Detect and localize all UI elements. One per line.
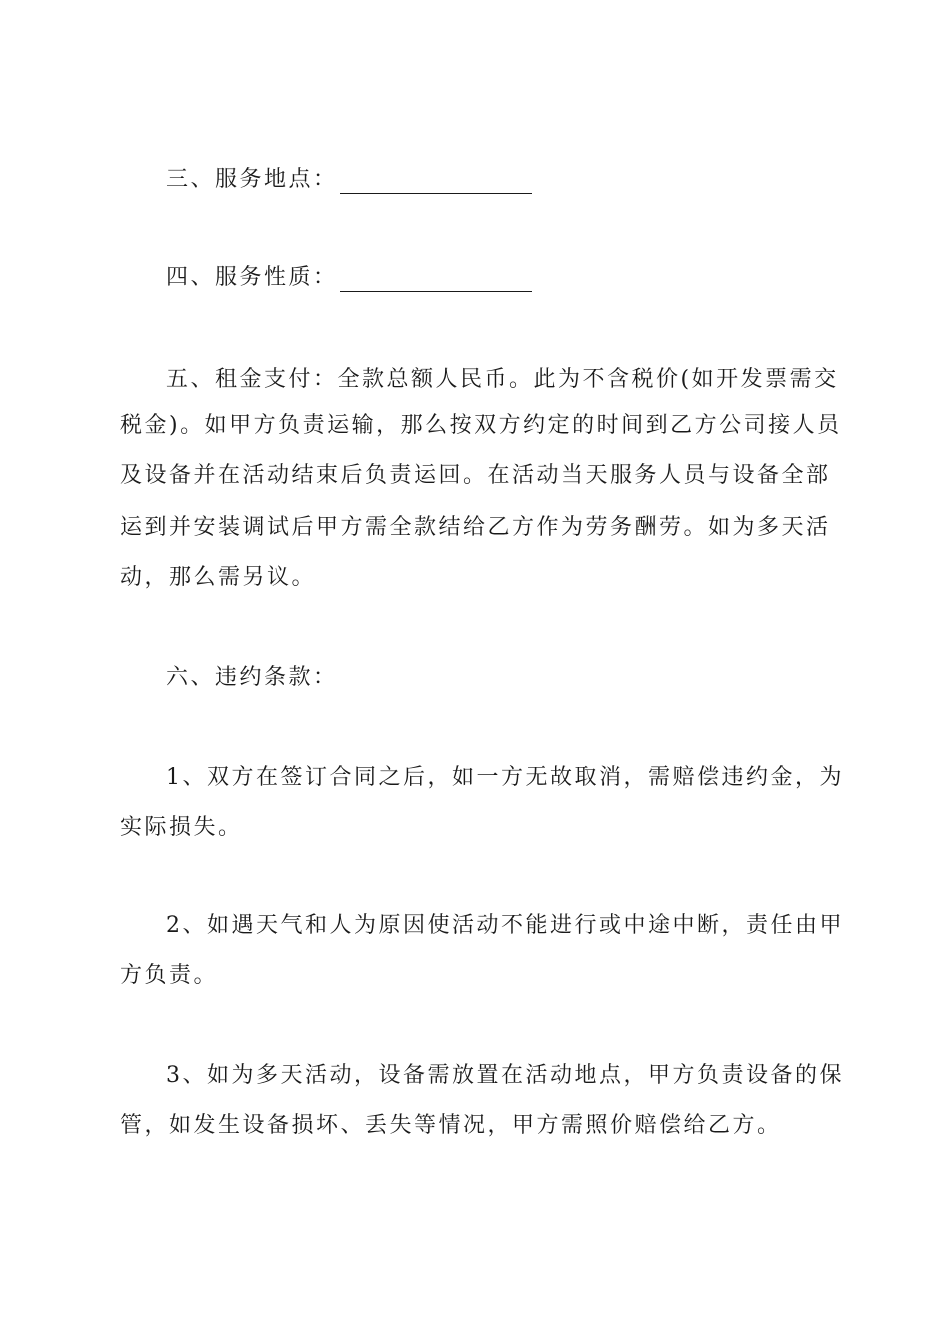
clause-3-line: 管，如发生设备损坏、丢失等情况，甲方需照价赔偿给乙方。: [120, 1113, 782, 1138]
payment-line: 及设备并在活动结束后负责运回。在活动当天服务人员与设备全部: [120, 463, 831, 488]
payment-line: 动，那么需另议。: [120, 565, 317, 590]
breach-heading: 六、违约条款：: [166, 665, 338, 690]
payment-line: 税金)。如甲方负责运输，那么按双方约定的时间到乙方公司接人员: [120, 413, 842, 438]
service-location-blank: [340, 171, 532, 194]
clause-2-line: 方负责。: [120, 963, 219, 988]
clause-1-line: 1、双方在签订合同之后，如一方无故取消，需赔偿违约金，为: [166, 765, 844, 790]
payment-line: 五、租金支付：全款总额人民币。此为不含税价(如开发票需交: [166, 367, 839, 392]
service-location-line: [166, 166, 950, 194]
clause-2-line: 2、如遇天气和人为原因使活动不能进行或中途中断，责任由甲: [166, 913, 844, 938]
clause-1-line: 实际损失。: [120, 815, 243, 840]
service-location-label: 三、服务地点：: [166, 167, 338, 192]
service-nature-blank: [340, 269, 532, 292]
service-nature-label: 四、服务性质：: [166, 265, 338, 290]
clause-3-line: 3、如为多天活动，设备需放置在活动地点，甲方负责设备的保: [166, 1063, 844, 1088]
payment-line: 运到并安装调试后甲方需全款结给乙方作为劳务酬劳。如为多天活: [120, 515, 831, 540]
service-nature-line: [166, 264, 950, 292]
